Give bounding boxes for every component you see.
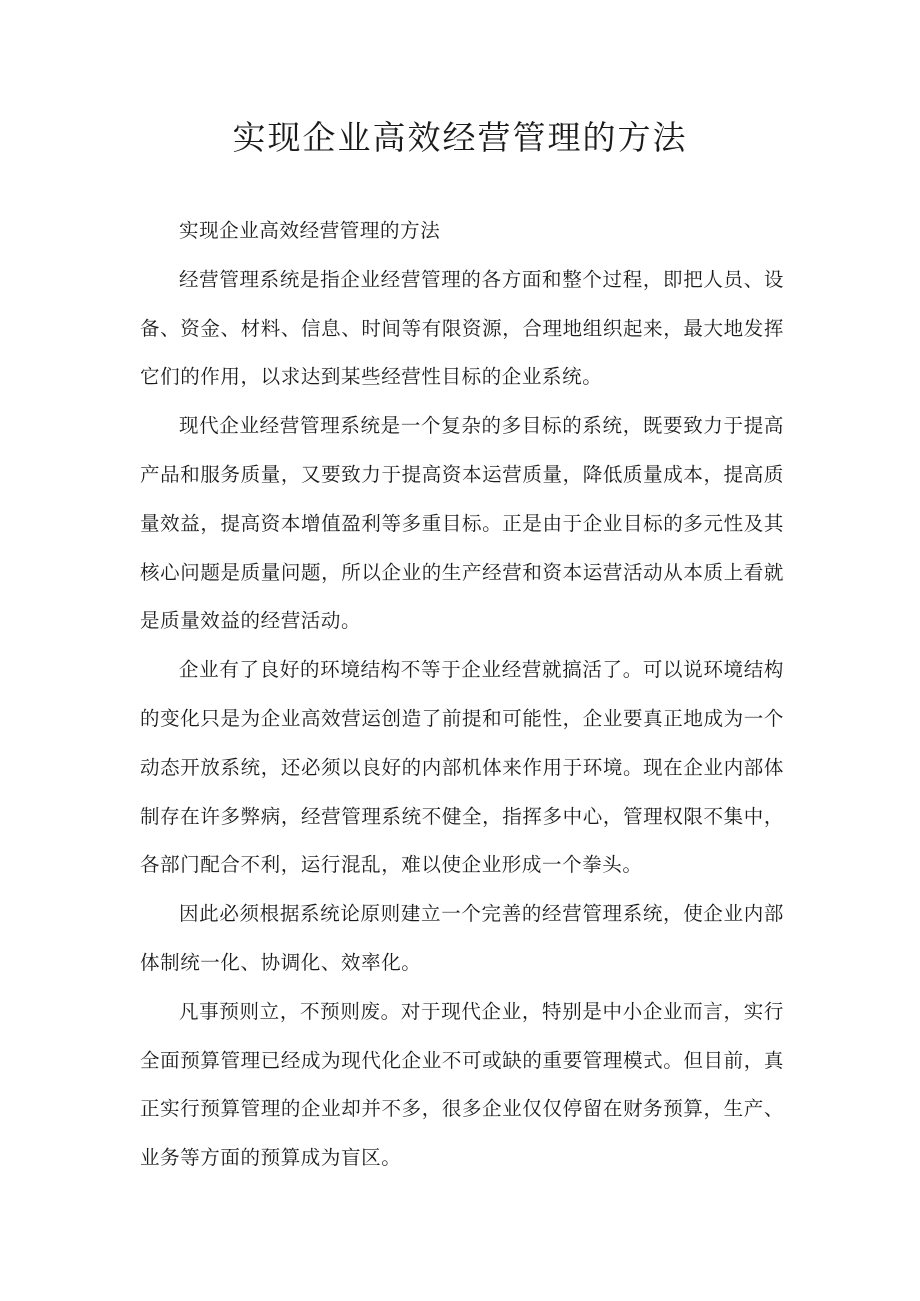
paragraph-environment: 企业有了良好的环境结构不等于企业经营就搞活了。可以说环境结构的变化只是为企业高效营运创造了前提和可能性，企业要真正地成为一个动态开放系统，还必须以良好的内部机体来作用于环境。现在企业内部体制存在许多弊病，经营管理系统不健全，指挥多中心，管理权限不集中，各部门配合不利，运行混乱，难以使企业形成一个拳头。 <box>140 658 784 877</box>
document-body <box>140 207 784 1183</box>
paragraph-modern-system: 现代企业经营管理系统是一个复杂的多目标的系统，既要致力于提高产品和服务质量，又要致力于提高资本运营质量，降低质量成本，提高质量效益，提高资本增值盈利等多重目标。正是由于企业目标的多元性及其核心问题是质量问题，所以企业的生产经营和资本运营活动从本质上看就是质量效益的经营活动。 <box>140 414 784 633</box>
paragraph-subtitle: 实现企业高效经营管理的方法 <box>179 219 441 242</box>
paragraph-definition: 经营管理系统是指企业经营管理的各方面和整个过程，即把人员、设备、资金、材料、信息、时间等有限资源，合理地组织起来，最大地发挥它们的作用，以求达到某些经营性目标的企业系统。 <box>140 267 784 389</box>
paragraph-conclusion: 因此必须根据系统论原则建立一个完善的经营管理系统，使企业内部体制统一化、协调化、效率化。 <box>140 902 784 974</box>
document-title: 实现企业高效经营管理的方法 <box>232 118 688 157</box>
paragraph-budget: 凡事预则立，不预则废。对于现代企业，特别是中小企业而言，实行全面预算管理已经成为现代化企业不可或缺的重要管理模式。但目前，真正实行预算管理的企业却并不多，很多企业仅仅停留在财务预算，生产、业务等方面的预算成为盲区。 <box>140 999 784 1170</box>
